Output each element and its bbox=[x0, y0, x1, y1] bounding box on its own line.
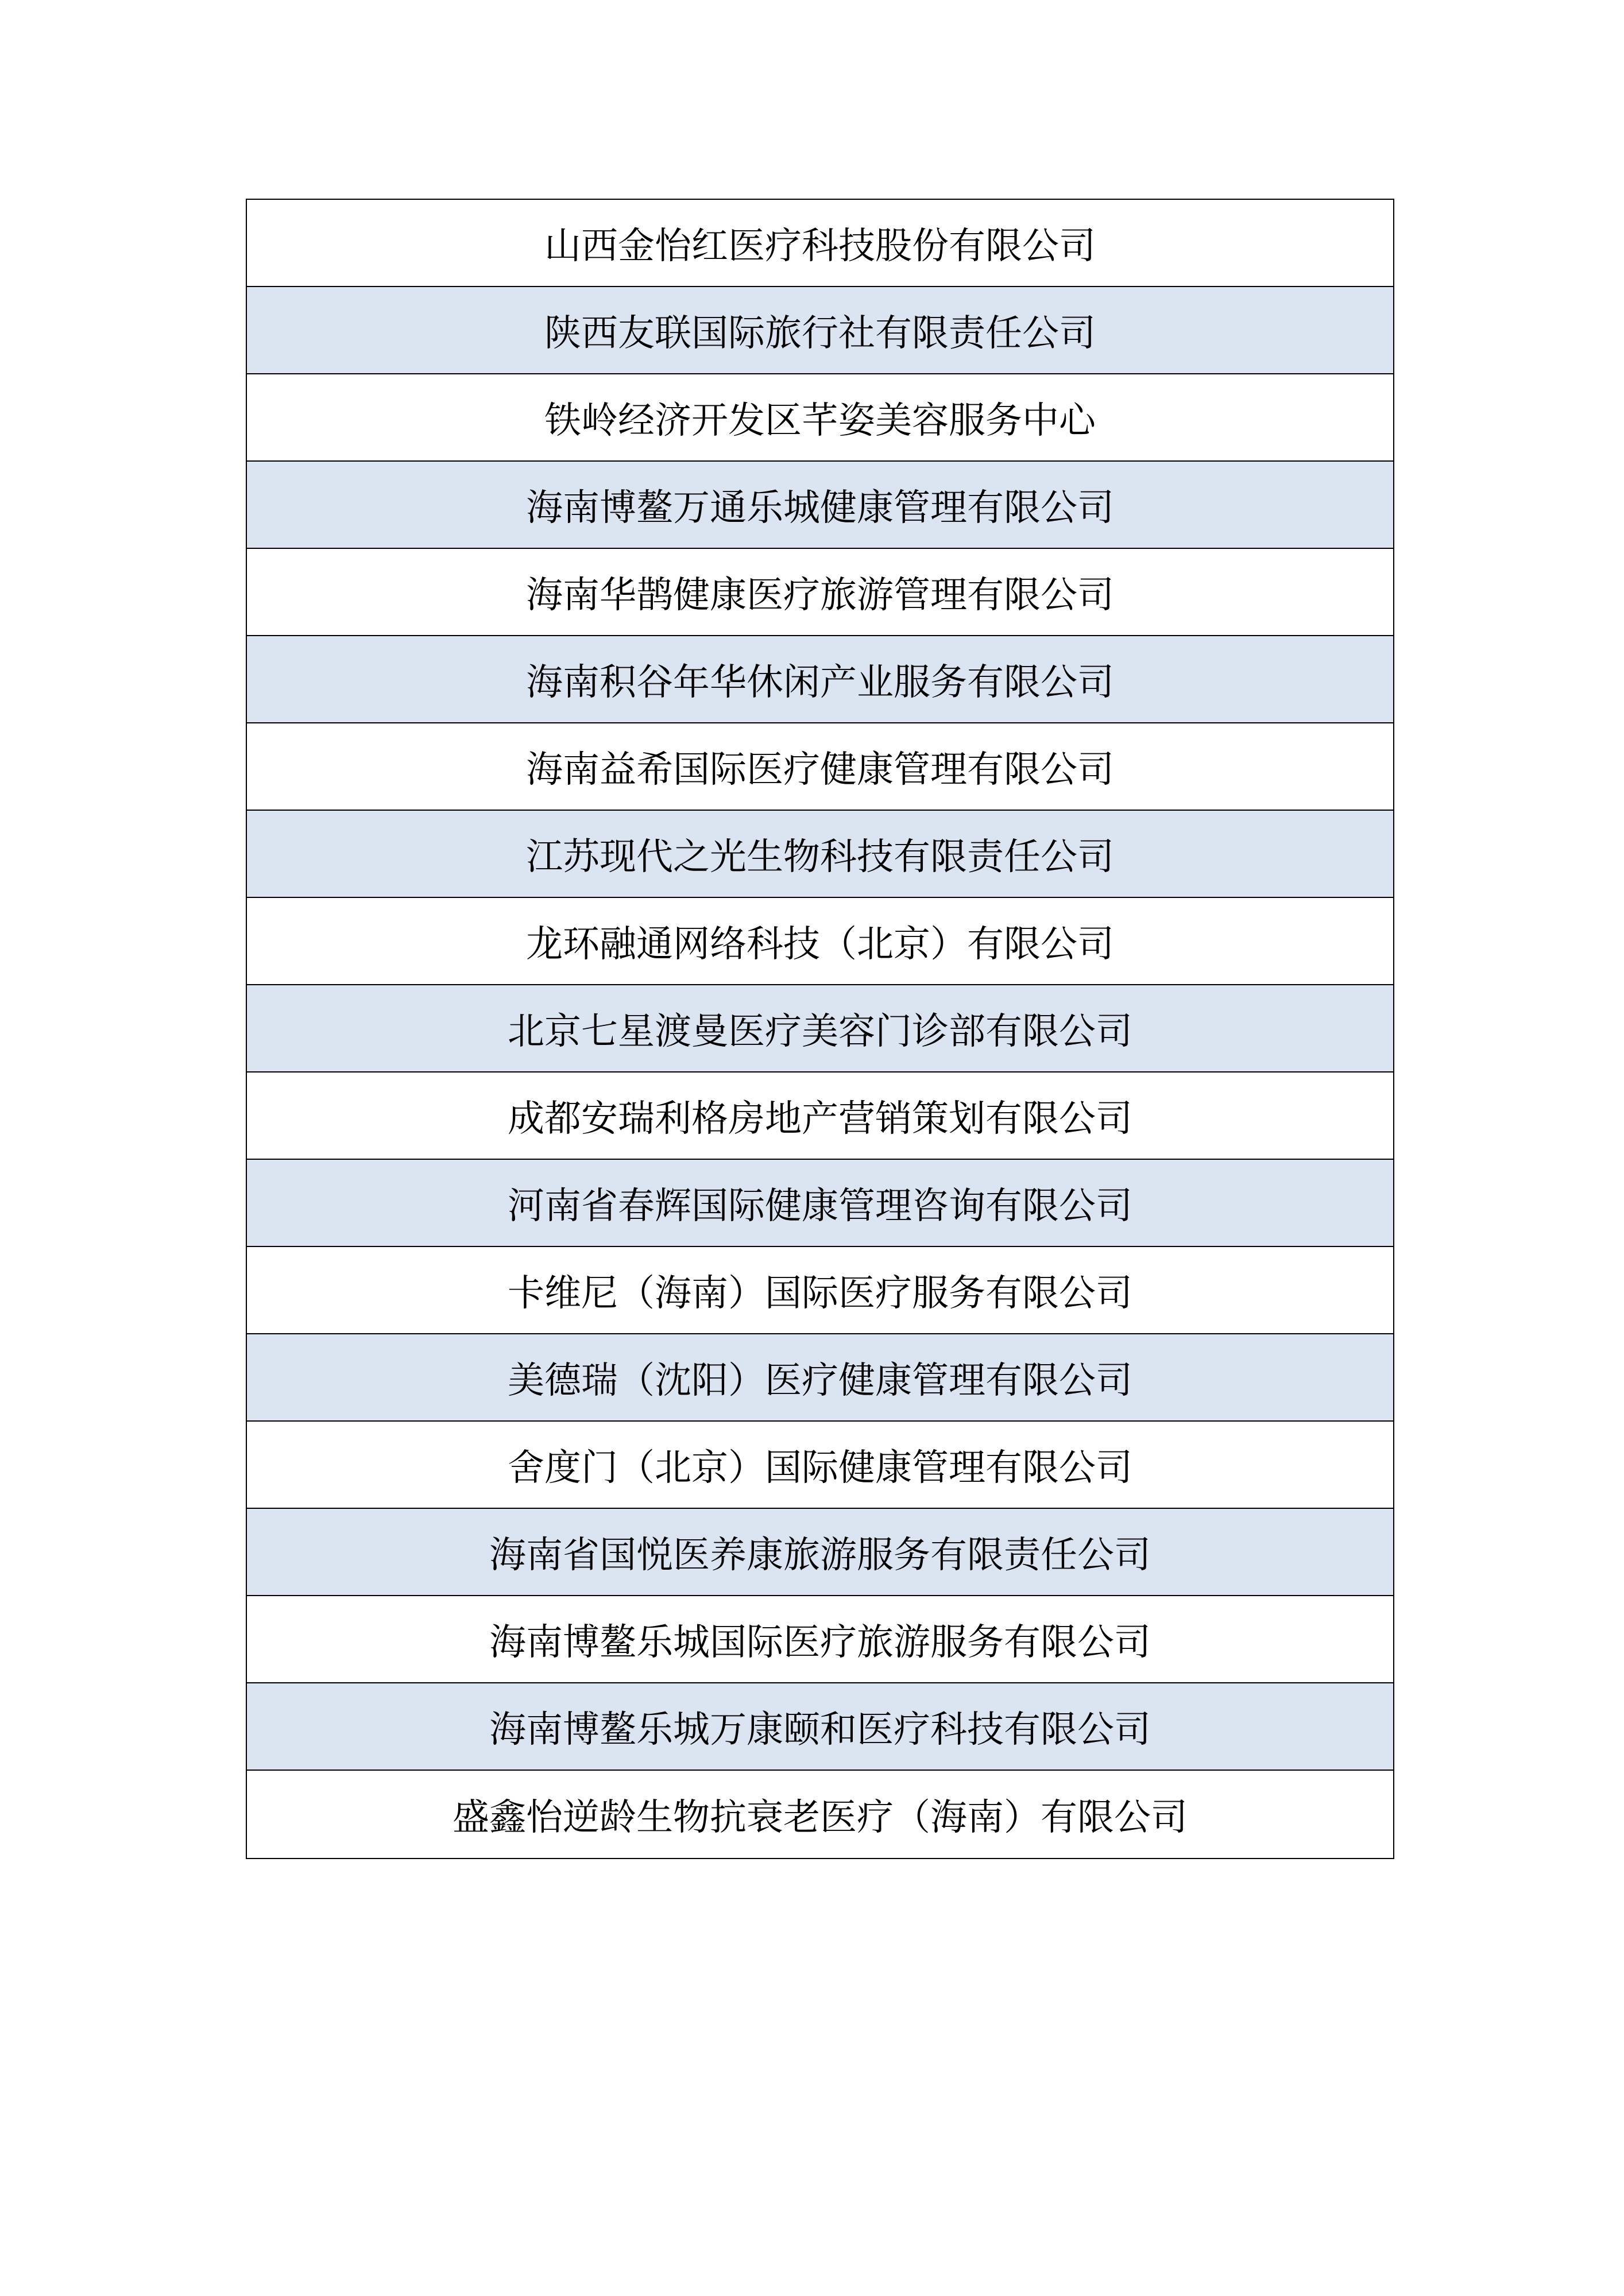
table-row: 江苏现代之光生物科技有限责任公司 bbox=[247, 811, 1393, 898]
table-row: 成都安瑞利格房地产营销策划有限公司 bbox=[247, 1073, 1393, 1160]
table-row: 海南博鳌万通乐城健康管理有限公司 bbox=[247, 462, 1393, 549]
table-row: 卡维尼（海南）国际医疗服务有限公司 bbox=[247, 1247, 1393, 1334]
table-row: 海南益希国际医疗健康管理有限公司 bbox=[247, 723, 1393, 811]
table-row: 海南积谷年华休闲产业服务有限公司 bbox=[247, 636, 1393, 723]
table-row: 陕西友联国际旅行社有限责任公司 bbox=[247, 287, 1393, 374]
table-row: 盛鑫怡逆龄生物抗衰老医疗（海南）有限公司 bbox=[453, 1796, 1188, 1839]
table-row: 龙环融通网络科技（北京）有限公司 bbox=[247, 898, 1393, 985]
company-table bbox=[246, 199, 1394, 1859]
table-row: 海南博鳌乐城国际医疗旅游服务有限公司 bbox=[247, 1596, 1393, 1683]
table-row: 舍度门（北京）国际健康管理有限公司 bbox=[247, 1422, 1393, 1509]
table-row: 河南省春辉国际健康管理咨询有限公司 bbox=[247, 1160, 1393, 1247]
table-row: 美德瑞（沈阳）医疗健康管理有限公司 bbox=[247, 1334, 1393, 1422]
table-row: 山西金怡红医疗科技股份有限公司 bbox=[247, 200, 1393, 287]
table-row: 海南博鳌乐城万康颐和医疗科技有限公司 bbox=[247, 1683, 1393, 1771]
table-row: 北京七星渡曼医疗美容门诊部有限公司 bbox=[247, 985, 1393, 1073]
table-row: 海南省国悦医养康旅游服务有限责任公司 bbox=[247, 1509, 1393, 1596]
table-row: 铁岭经济开发区芊姿美容服务中心 bbox=[247, 374, 1393, 462]
table-row: 海南华鹊健康医疗旅游管理有限公司 bbox=[247, 549, 1393, 636]
